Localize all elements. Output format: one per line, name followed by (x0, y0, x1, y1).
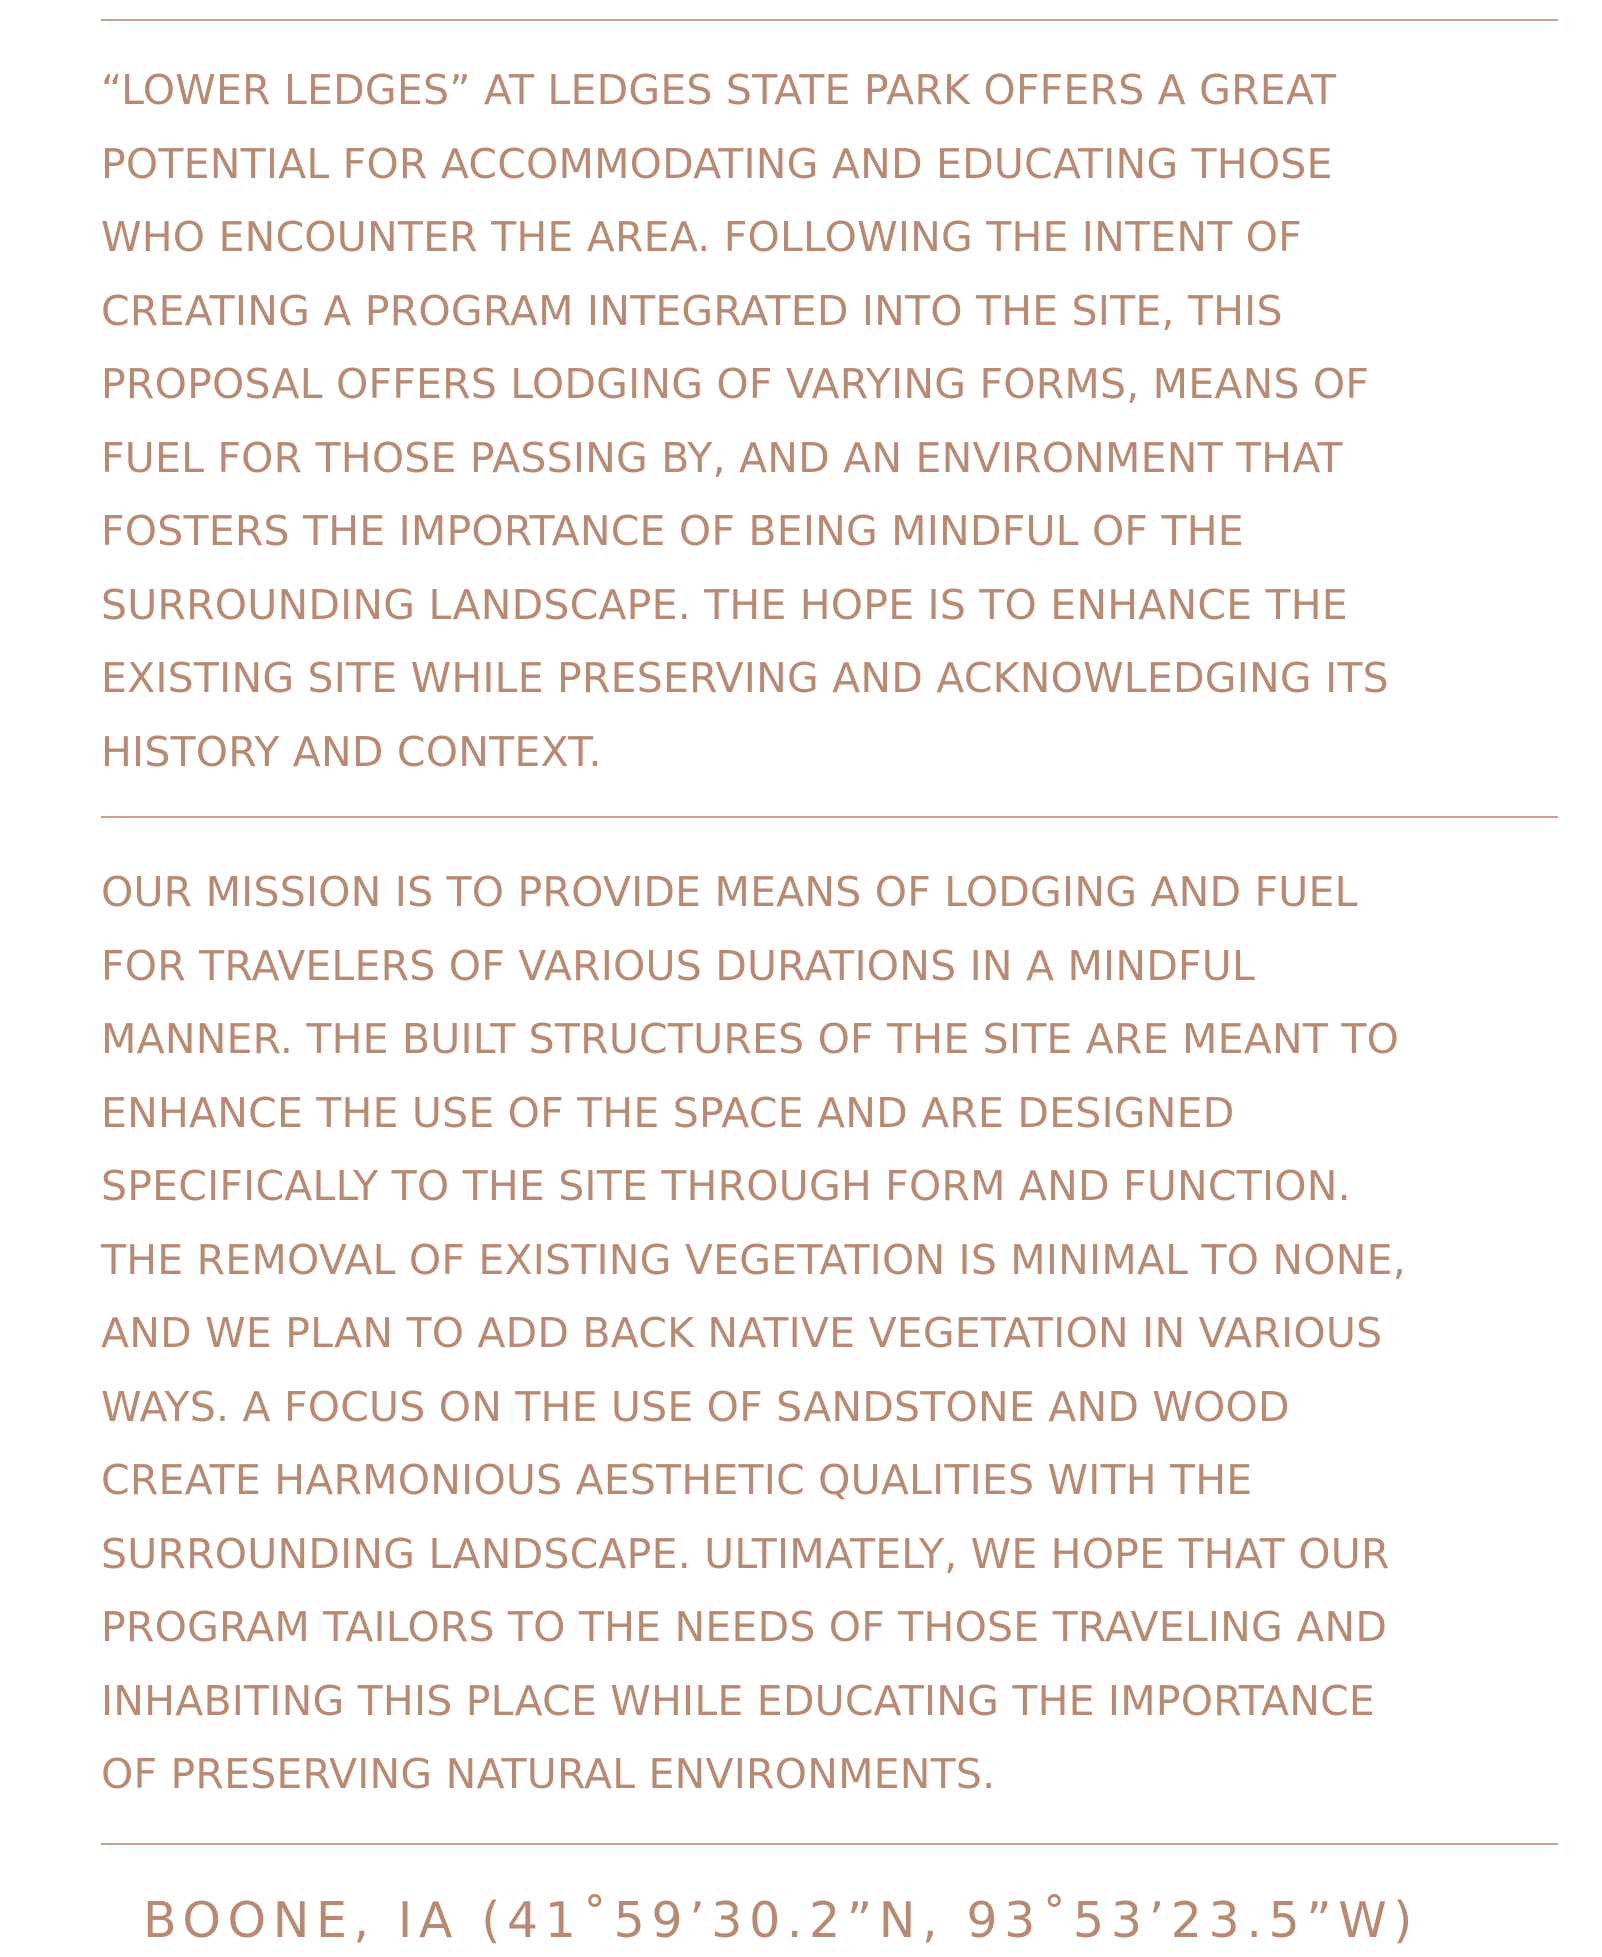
intro-line: PROPOSAL OFFERS LODGING OF VARYING FORMS, MEANS OF (101, 360, 1370, 408)
mission-line: CREATE HARMONIOUS AESTHETIC QUALITIES WITH THE (101, 1456, 1253, 1504)
intro-line: FOSTERS THE IMPORTANCE OF BEING MINDFUL OF THE (101, 507, 1244, 555)
mission-paragraph (101, 856, 1561, 1812)
bottom-divider (101, 1843, 1558, 1845)
mission-line: AND WE PLAN TO ADD BACK NATIVE VEGETATION IN VARIOUS (101, 1309, 1383, 1357)
mission-line: INHABITING THIS PLACE WHILE EDUCATING THE IMPORTANCE (101, 1676, 1376, 1725)
middle-divider (101, 816, 1558, 818)
mission-line: PROGRAM TAILORS TO THE NEEDS OF THOSE TRAVELING AND (101, 1603, 1388, 1651)
mission-line: WAYS. A FOCUS ON THE USE OF SANDSTONE AND WOOD (101, 1382, 1290, 1431)
intro-line: EXISTING SITE WHILE PRESERVING AND ACKNOWLEDGING ITS (101, 654, 1389, 702)
intro-line: HISTORY AND CONTEXT. (101, 727, 602, 776)
intro-line: WHO ENCOUNTER THE AREA. FOLLOWING THE INTENT OF (101, 213, 1302, 261)
intro-paragraph (101, 54, 1561, 789)
top-divider (101, 19, 1558, 21)
intro-line: “LOWER LEDGES” AT LEDGES STATE PARK OFFERS A GREAT (101, 66, 1337, 114)
mission-line: SPECIFICALLY TO THE SITE THROUGH FORM AND FUNCTION. (101, 1162, 1351, 1210)
mission-line: THE REMOVAL OF EXISTING VEGETATION IS MINIMAL TO NONE, (101, 1235, 1406, 1284)
mission-line: OF PRESERVING NATURAL ENVIRONMENTS. (101, 1750, 996, 1798)
intro-line: FUEL FOR THOSE PASSING BY, AND AN ENVIRONMENT THAT (101, 433, 1343, 482)
mission-line: SURROUNDING LANDSCAPE. ULTIMATELY, WE HOPE THAT OUR (101, 1529, 1390, 1578)
location-coordinates: BOONE, IA (41˚59’30.2”N, 93˚53’23.5”W) (143, 1892, 1420, 1949)
mission-line: MANNER. THE BUILT STRUCTURES OF THE SITE ARE MEANT TO (101, 1015, 1400, 1063)
intro-line: SURROUNDING LANDSCAPE. THE HOPE IS TO ENHANCE THE (101, 580, 1348, 629)
mission-line: FOR TRAVELERS OF VARIOUS DURATIONS IN A MINDFUL (101, 941, 1256, 990)
intro-line: POTENTIAL FOR ACCOMMODATING AND EDUCATING THOSE (101, 139, 1333, 188)
mission-line: OUR MISSION IS TO PROVIDE MEANS OF LODGING AND FUEL (101, 868, 1358, 916)
intro-line: CREATING A PROGRAM INTEGRATED INTO THE SITE, THIS (101, 286, 1283, 335)
mission-line: ENHANCE THE USE OF THE SPACE AND ARE DESIGNED (101, 1088, 1235, 1137)
